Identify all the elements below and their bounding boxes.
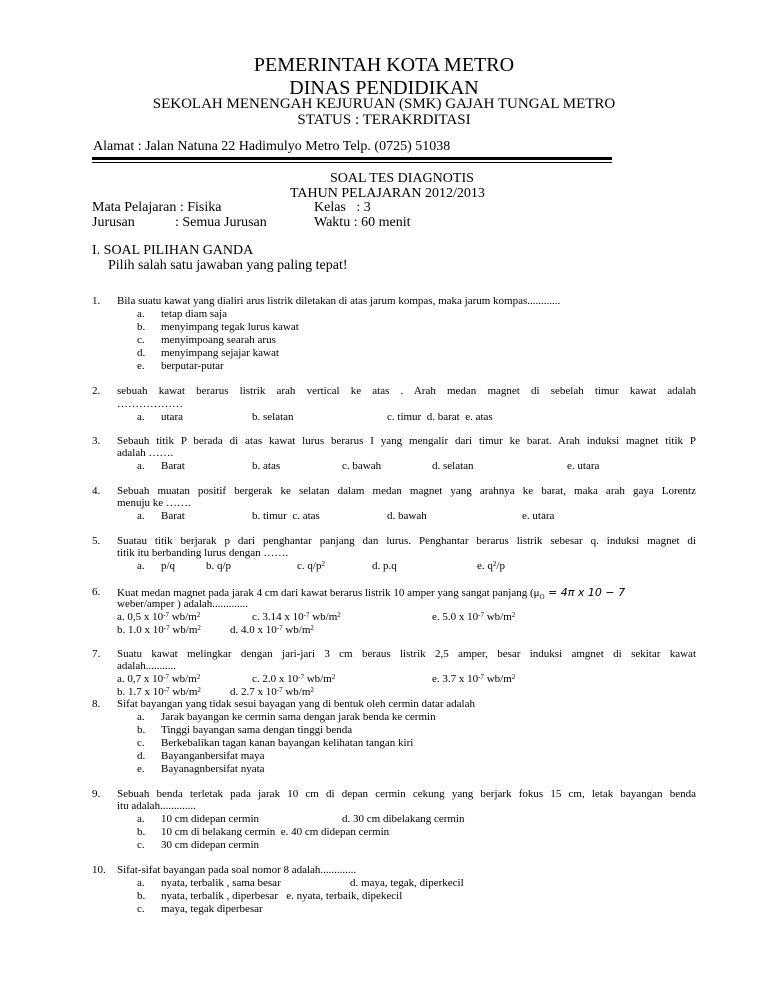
exam-subject: Mata Pelajaran : Fisika bbox=[92, 200, 222, 215]
option-text: d. p.q bbox=[372, 560, 397, 572]
option-text: utara bbox=[161, 411, 183, 423]
option-text: b. atas bbox=[252, 460, 281, 472]
option-letter: c. bbox=[137, 334, 145, 346]
exam-time: Waktu : 60 menit bbox=[314, 215, 411, 230]
option-text: c. timur d. barat e. atas bbox=[387, 411, 493, 423]
option-text: e. 5.0 x $10^{-7}$ $wb/m^2$ bbox=[432, 611, 516, 623]
option-text: nyata, terbalik , sama besar bbox=[161, 877, 281, 889]
option-text: 10 cm didepan cermin bbox=[161, 813, 260, 825]
header-line-1: PEMERINTAH KOTA METRO bbox=[253, 54, 515, 76]
question-text: ……………… bbox=[117, 398, 183, 410]
header-rule-thin bbox=[92, 162, 612, 163]
option-text: tetap diam saja bbox=[161, 308, 227, 320]
question-number: 7. bbox=[92, 648, 101, 660]
option-text: d. 30 cm dibelakang cermin bbox=[342, 813, 465, 825]
section-title: I. SOAL PILIHAN GANDA bbox=[92, 243, 254, 258]
option-text: Berkebalikan tagan kanan bayangan kelihatan tangan kiri bbox=[161, 737, 414, 749]
option-text: Jarak bayangan ke cermin sama dengan jarak benda ke cermin bbox=[161, 711, 436, 723]
option-text: e. utara bbox=[522, 510, 555, 522]
option-letter: a. bbox=[137, 711, 145, 723]
header-line-3: SEKOLAH MENENGAH KEJURUAN (SMK) GAJAH TUNGAL METRO bbox=[152, 96, 616, 112]
option-text: c. bawah bbox=[342, 460, 382, 472]
option-text: c. 3.14 x $10^{-7}$ $wb/m^2$ bbox=[252, 611, 341, 623]
option-letter: a. bbox=[137, 411, 145, 423]
exam-year: TAHUN PELAJARAN 2012/2013 bbox=[290, 186, 485, 201]
option-text: e. 3.7 x $10^{-7}$ $wb/m^2$ bbox=[432, 673, 516, 685]
option-text: menyimpang tegak lurus kawat bbox=[161, 321, 299, 333]
option-letter: c. bbox=[137, 903, 145, 915]
option-text: b. 1.0 x $10^{-7}$ $wb/m^2$ bbox=[117, 624, 201, 636]
option-text: e. utara bbox=[567, 460, 600, 472]
question-text: Kuat medan magnet pada jarak 4 cm dari kawat berarus listrik 10 amper yang sangat panjang ($\mu_O = 4\pi$ x 10 − 7 bbox=[117, 586, 626, 602]
question-text: Sebuah muatan positif bergerak ke selatan dalam medan magnet yang arahnya ke barat, maka arah gaya Lorentz bbox=[117, 485, 696, 497]
option-letter: c. bbox=[137, 839, 145, 851]
option-text: a. 0,5 x $10^{-7}$ $wb/m^2$ bbox=[117, 611, 201, 623]
question-text: Sebuah benda terletak pada jarak 10 cm di depan cermin cekung yang berjark fokus 15 cm, letak bayangan benda bbox=[117, 788, 696, 800]
option-letter: b. bbox=[137, 890, 146, 902]
exam-major-value: : Semua Jurusan bbox=[175, 215, 267, 230]
option-text: d. 2.7 x $10^{-7}$ $wb/m^2$ bbox=[230, 686, 314, 698]
option-text: maya, tegak diperbesar bbox=[161, 903, 263, 915]
question-number: 1. bbox=[92, 295, 101, 307]
option-text: berputar-putar bbox=[161, 360, 224, 372]
option-letter: a. bbox=[137, 510, 145, 522]
option-text: nyata, terbalik , diperbesar e. nyata, terbaik, dipekecil bbox=[161, 890, 403, 902]
option-letter: b. bbox=[137, 321, 146, 333]
exam-major-label: Jurusan bbox=[92, 215, 135, 230]
option-text: b. timur c. atas bbox=[252, 510, 320, 522]
question-text: Sifat bayangan yang tidak sesui bayagan yang di bentuk oleh cermin datar adalah bbox=[117, 698, 475, 710]
header-line-2: DINAS PENDIDIKAN bbox=[289, 77, 479, 99]
option-text: d. selatan bbox=[432, 460, 474, 472]
option-letter: a. bbox=[137, 560, 145, 572]
option-letter: a. bbox=[137, 813, 145, 825]
question-number: 2. bbox=[92, 385, 101, 397]
question-text: adalah........... bbox=[117, 660, 176, 672]
question-text: sebuah kawat berarus listrik arah vertical ke atas . Arah medan magnet di sebelah timur kawat adalah bbox=[117, 385, 696, 397]
question-number: 4. bbox=[92, 485, 101, 497]
question-text: itu adalah............. bbox=[117, 800, 196, 812]
option-text: Barat bbox=[161, 510, 185, 522]
option-text: c. $q/p^2$ bbox=[297, 560, 325, 572]
option-text: menyimpang sejajar kawat bbox=[161, 347, 279, 359]
option-text: b. q/p bbox=[206, 560, 232, 572]
option-text: d. bawah bbox=[387, 510, 427, 522]
option-letter: a. bbox=[137, 877, 145, 889]
question-text: Sifat-sifat bayangan pada soal nomor 8 adalah............. bbox=[117, 864, 357, 876]
option-letter: e. bbox=[137, 360, 145, 372]
option-text: b. 1.7 x $10^{-7}$ $wb/m^2$ bbox=[117, 686, 201, 698]
question-text: Suatu kawat melingkar dengan jari-jari 3 cm beraus listrik 2,5 amper, besar induksi amgnet di sekitar kawat bbox=[117, 648, 696, 660]
option-letter: a. bbox=[137, 308, 145, 320]
question-number: 9. bbox=[92, 788, 101, 800]
option-text: Barat bbox=[161, 460, 185, 472]
question-text: adalah ……. bbox=[117, 447, 174, 459]
exam-title: SOAL TES DIAGNOTIS bbox=[330, 171, 474, 186]
header-rule-thick bbox=[92, 157, 612, 160]
question-text: weber/amper ) adalah............. bbox=[117, 598, 249, 610]
option-letter: a. bbox=[137, 460, 145, 472]
header-line-4: STATUS : TERAKRDITASI bbox=[297, 112, 471, 128]
option-text: Bayanganbersifat maya bbox=[161, 750, 265, 762]
option-text: 30 cm didepan cermin bbox=[161, 839, 260, 851]
address: Alamat : Jalan Natuna 22 Hadimulyo Metro Telp. (0725) 51038 bbox=[93, 139, 451, 154]
option-text: Bayanagnbersifat nyata bbox=[161, 763, 265, 775]
question-text: menuju ke ……. bbox=[117, 497, 191, 509]
question-number: 8. bbox=[92, 698, 101, 710]
question-number: 3. bbox=[92, 435, 101, 447]
option-text: b. selatan bbox=[252, 411, 294, 423]
option-text: d. 4.0 x $10^{-7}$ $wb/m^2$ bbox=[230, 624, 314, 636]
question-text: Suatau titik berjarak p dari penghantar panjang dan lurus. Penghantar berarus listrik sebesar q. induksi magnet di bbox=[117, 535, 696, 547]
option-text: a. 0,7 x $10^{-7}$ $wb/m^2$ bbox=[117, 673, 201, 685]
section-instruction: Pilih salah satu jawaban yang paling tepat! bbox=[108, 258, 348, 273]
option-text: menyimpoang searah arus bbox=[161, 334, 276, 346]
option-text: d. maya, tegak, diperkecil bbox=[350, 877, 464, 889]
option-text: 10 cm di belakang cermin e. 40 cm didepan cermin bbox=[161, 826, 390, 838]
option-letter: d. bbox=[137, 347, 146, 359]
option-text: p/q bbox=[161, 560, 176, 572]
option-letter: d. bbox=[137, 750, 146, 762]
question-text: titik itu berbanding lurus dengan ……. bbox=[117, 547, 289, 559]
option-text: e. $q^2/p$ bbox=[477, 560, 505, 572]
option-text: Tinggi bayangan sama dengan tinggi benda bbox=[161, 724, 353, 736]
option-letter: b. bbox=[137, 724, 146, 736]
question-number: 5. bbox=[92, 535, 101, 547]
exam-class: Kelas : 3 bbox=[314, 200, 371, 215]
option-text: c. 2.0 x $10^{-7}$ $wb/m^2$ bbox=[252, 673, 336, 685]
option-letter: e. bbox=[137, 763, 145, 775]
option-letter: b. bbox=[137, 826, 146, 838]
question-text: Sebauh titik P berada di atas kawat lurus berarus I yang mengalir dari timur ke barat. Arah induksi magnet titik P bbox=[117, 435, 696, 447]
option-letter: c. bbox=[137, 737, 145, 749]
question-text: Bila suatu kawat yang dialiri arus listrik diletakan di atas jarum kompas, maka jarum kompas............ bbox=[117, 295, 561, 307]
question-number: 6. bbox=[92, 586, 101, 598]
question-number: 10. bbox=[92, 864, 106, 876]
